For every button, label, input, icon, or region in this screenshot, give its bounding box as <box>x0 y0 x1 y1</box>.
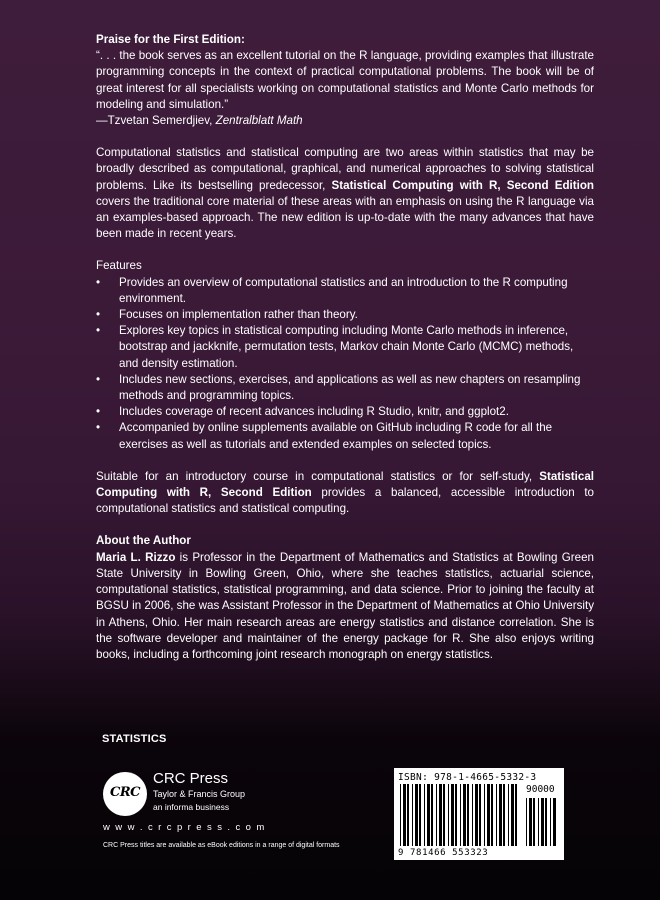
publisher-informa: an informa business <box>153 802 230 812</box>
barcode-box <box>394 768 564 860</box>
praise-attribution <box>96 113 594 129</box>
bullet-icon: • <box>96 372 101 386</box>
author-bio <box>96 550 594 663</box>
feature-item <box>96 372 594 404</box>
feature-text: Explores key topics in statistical computing including Monte Carlo methods in inference, bootstrap and jackknife, permutation tests, Markov chain Monte Carlo (MCMC) methods, and density estimation. <box>119 324 574 370</box>
barcode-bar <box>515 784 517 846</box>
description-paragraph <box>96 145 594 242</box>
barcode-bar <box>460 784 461 846</box>
barcode-main-icon <box>400 784 522 846</box>
features-section <box>96 258 594 452</box>
barcode-bar <box>545 798 547 846</box>
description-text-1: Computational statistics and statistical computing are two areas within statistics that may be broadly described as computational, graphical, and numerical approaches to solving statistical problems. Like its bestselling predecessor, <box>96 146 594 192</box>
barcode-bar <box>538 798 539 846</box>
barcode-bar <box>400 784 401 846</box>
ebook-note: CRC Press titles are available as eBook editions in a range of digital formats <box>103 842 340 849</box>
bullet-icon: • <box>96 405 101 419</box>
barcode-bar <box>479 784 481 846</box>
suitable-paragraph <box>96 469 594 518</box>
praise-heading: Praise for the First Edition: <box>96 33 245 46</box>
barcode-bar <box>403 784 406 846</box>
author-bio-text: is Professor in the Department of Mathematics and Statistics at Bowling Green State University in Bowling Green, Ohio, where she teaches statistics, actuarial science, computational statistics, statistical programming, and data science. Prior to joining the faculty at BGSU in 2006, she was Assistant Professor in the Department of Mathematics at Ohio University in Athens, Ohio. Her main research areas are energy statistics and distance correlation. She is the software developer and maintainer of the energy package for R. She also enjoys writing books, including a forthcoming joint research monograph on energy statistics. <box>96 550 594 661</box>
suitable-text-1: Suitable for an introductory course in computational statistics or for self-study, <box>96 469 540 483</box>
feature-text: Accompanied by online supplements available on GitHub including R code for all the exercises as well as tutorials and extended examples on selected topics. <box>119 421 553 451</box>
barcode-bar <box>407 784 409 846</box>
barcode-bar <box>508 784 509 846</box>
barcode-bar <box>431 784 433 846</box>
category-label: STATISTICS <box>102 733 167 745</box>
feature-text: Includes coverage of recent advances including R Studio, knitr, and ggplot2. <box>119 405 509 419</box>
barcode-bar <box>503 784 505 846</box>
barcode-bar <box>463 784 466 846</box>
suitable-book-title: Statistical Computing with R, Second Edition <box>96 469 594 500</box>
attribution-source: Zentralblatt Math <box>215 114 303 128</box>
bullet-icon: • <box>96 421 101 435</box>
feature-text: Provides an overview of computational statistics and an introduction to the R computing environment. <box>119 275 568 305</box>
barcode-bar <box>472 784 473 846</box>
bullet-icon: • <box>96 275 101 289</box>
barcode-addon-icon <box>526 798 558 846</box>
barcode-digits: 9 781466 553323 <box>398 848 489 858</box>
barcode-bar <box>412 784 413 846</box>
barcode-bar <box>541 798 544 846</box>
barcode-bar <box>419 784 421 846</box>
price-code: 90000 <box>526 784 555 795</box>
barcode-bar <box>467 784 469 846</box>
feature-item <box>96 307 594 323</box>
feature-item <box>96 275 594 307</box>
publisher-group: Taylor & Francis Group <box>153 789 246 799</box>
crc-logo-text: CRC <box>110 785 140 800</box>
praise-quote: “. . . the book serves as an excellent tutorial on the R language, providing examples that illustrate programming concepts in the context of practical computational problems. The book will be of great interest for all specialists working on computational statistics and Monte Carlo methods for modeling and simulation.” <box>96 49 594 111</box>
publisher-url[interactable]: w w w . c r c p r e s s . c o m <box>103 822 266 833</box>
barcode-bar <box>533 798 535 846</box>
feature-item <box>96 323 594 372</box>
author-heading: About the Author <box>96 534 191 548</box>
barcode-bar <box>499 784 502 846</box>
publisher-name: CRC Press <box>153 770 229 787</box>
author-name: Maria L. Rizzo <box>96 550 176 564</box>
barcode-bar <box>436 784 437 846</box>
isbn-text: ISBN: 978-1-4665-5332-3 <box>398 772 537 783</box>
feature-item <box>96 404 594 420</box>
barcode-bar <box>550 798 551 846</box>
barcode-bar <box>496 784 497 846</box>
features-list <box>96 275 594 453</box>
barcode-bar <box>484 784 485 846</box>
barcode-bar <box>451 784 454 846</box>
praise-section <box>96 32 594 129</box>
barcode-bar <box>511 784 514 846</box>
barcode-bar <box>448 784 449 846</box>
barcode-bar <box>424 784 425 846</box>
barcode-bar <box>439 784 442 846</box>
bullet-icon: • <box>96 308 101 322</box>
features-heading: Features <box>96 259 142 273</box>
feature-text: Includes new sections, exercises, and applications as well as new chapters on resampling methods and programming topics. <box>119 372 581 403</box>
author-section <box>96 533 594 663</box>
description-book-title: Statistical Computing with R, Second Edition <box>331 178 594 192</box>
barcode-bar <box>475 784 478 846</box>
barcode-bar <box>553 798 556 846</box>
description-section <box>96 145 594 242</box>
barcode-bar <box>427 784 430 846</box>
suitable-section <box>96 469 594 518</box>
suitable-text-2: provides a balanced, accessible introduction to computational statistics and statistical computing. <box>96 486 594 516</box>
barcode-bar <box>415 784 418 846</box>
barcode-bar <box>491 784 493 846</box>
bullet-icon: • <box>96 324 101 338</box>
attribution-name: —Tzvetan Semerdjiev, <box>96 114 216 128</box>
description-text-2: covers the traditional core material of these areas with an emphasis on using the R language via an examples-based approach. The new edition is up-to-date with the many advances that have been made in recent years. <box>96 194 594 241</box>
barcode-bar <box>526 798 527 846</box>
barcode-bar <box>529 798 532 846</box>
barcode-bar <box>443 784 445 846</box>
feature-item <box>96 420 594 452</box>
barcode-bar <box>455 784 457 846</box>
main-text <box>96 32 594 663</box>
barcode-bar <box>487 784 490 846</box>
feature-text: Focuses on implementation rather than theory. <box>119 308 358 322</box>
